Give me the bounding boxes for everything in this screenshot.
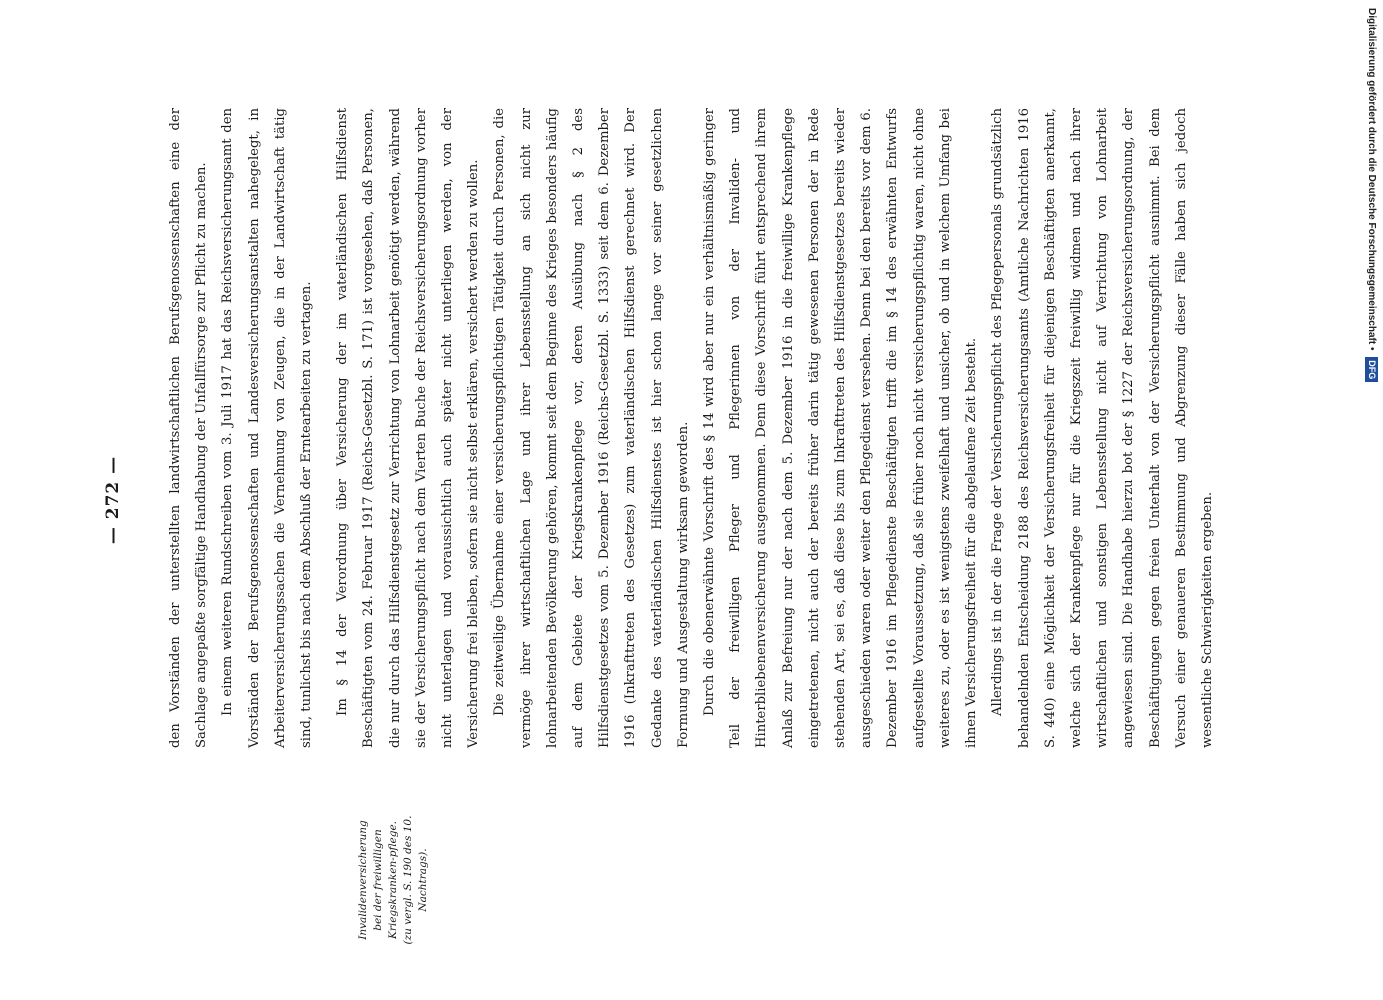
paragraph-6: Allerdings ist in der die Frage der Versicherungspflicht des Pflegepersonals grundsätzlich behandelnden Entscheidung 2188 des Reichsversicherungsamts (Amtliche Nachrichten 1916 S. 440) eine Möglichkeit der Versicherungsfreiheit für diejenigen Beschäftigten anerkannt, welche sich der Krankenpflege nur für die Kriegszeit freiwillig widmen und nach ihrer wirtschaftlichen und sonstigen Lebensstellung nicht auf Verrichtung von Lohnarbeit angewiesen sind. Die Handhabe hierzu bot der § 1227 der Reichsversicherungsordnung, der Beschäftigungen gegen freien Unterhalt von der Versicherungspflicht ausnimmt. Bei dem Versuch einer genaueren Bestimmung und Abgrenzung dieser Fälle haben sich jedoch wesentliche Schwierigkeiten ergeben. (990, 108, 1215, 748)
paragraph-1: den Vorständen der unterstellten landwirtschaftlichen Berufsgenossenschaften eine der Sachlage angepaßte sorgfältige Handhabung der Unfallfürsorge zur Pflicht zu machen. (168, 108, 210, 748)
body-text (163, 108, 1221, 748)
margin-note-title: Invalidenversicherung bei der freiwilligen Kriegskranken-pflege. (357, 820, 399, 940)
digitization-credit (1364, 8, 1378, 998)
dfg-logo: DFG (1365, 357, 1378, 382)
page-number: — 272 — (103, 455, 123, 545)
paragraph-5: Durch die obenerwähnte Vorschrift des § 14 wird aber nur ein verhältnismäßig geringer Teil der freiwilligen Pfleger und Pflegerinnen von der Invaliden- und Hinterbliebenenversicherung ausgenommen. Denn diese Vorschrift führt entsprechend ihrem Anlaß zur Befreiung nur der nach dem 5. Dezember 1916 in die freiwillige Krankenpflege eingetretenen, nicht auch der bereits früher darin tätig gewesenen Personen der in Rede stehenden Art, sei es, daß diese bis zum Inkrafttreten des Hilfsdienstgesetzes bereits wieder ausgeschieden waren oder weiter den Pflegedienst versehen. Denn bei den bereits vor dem 6. Dezember 1916 im Pflegedienste Beschäftigten trifft die im § 14 des erwähnten Entwurfs aufgestellte Voraussetzung, daß sie früher noch nicht versicherungspflichtig waren, nicht ohne weiteres zu, oder es ist wenigstens zweifelhaft und unsicher, ob und in welchem Umfang bei ihnen Versicherungsfreiheit für die abgelaufene Zeit besteht. (702, 108, 980, 748)
paragraph-4: Die zeitweilige Übernahme einer versicherungspflichtigen Tätigkeit durch Personen, die vermöge ihrer wirtschaftlichen Lage und ihrer Lebensstellung an sich nicht zur lohnarbeitenden Bevölkerung gehören, kommt seit dem Beginne des Krieges besonders häufig auf dem Gebiete der Kriegskrankenpflege vor, deren Ausübung nach § 2 des Hilfsdienstgesetzes vom 5. Dezember 1916 (Reichs-Gesetzbl. S. 1333) seit dem 6. Dezember 1916 (Inkrafttreten des Gesetzes) zum vaterländischen Hilfsdienst gerechnet wird. Der Gedanke des vaterländischen Hilfsdienstes ist hier schon lange vor seiner gesetzlichen Formung und Ausgestaltung wirksam geworden. (492, 108, 691, 748)
paragraph-2: In einem weiteren Rundschreiben vom 3. Juli 1917 hat das Reichsversicherungsamt den Vorständen der Berufsgenossenschaften und Landesversicherungsanstalten nahegelegt, in Arbeiterversicherungssachen die Vernehmung von Zeugen, die in der Landwirtschaft tätig sind, tunlichst bis nach dem Abschluß der Erntearbeiten zu vertagen. (220, 108, 315, 748)
margin-note-reference: (zu vergl. S. 190 des 10. Nachtrags). (402, 815, 429, 945)
paragraph-3: Im § 14 der Verordnung über Versicherung der im vaterländischen Hilfsdienst Beschäftigten vom 24. Februar 1917 (Reichs-Gesetzbl. S. 171) ist vorgesehen, daß Personen, die nur durch das Hilfsdienstgesetz zur Verrichtung von Lohnarbeit genötigt werden, während sie der Versicherungspflicht nach dem Vierten Buche der Reichsversicherungsordnung vorher nicht unterlagen und voraussichtlich auch später nicht unterliegen werden, von der Versicherung frei bleiben, sofern sie nicht selbst erklären, versichert werden zu wollen. (335, 108, 482, 748)
credit-text: Digitalisierung gefördert durch die Deutsche Forschungsgemeinschaft • (1365, 8, 1377, 351)
margin-note (356, 815, 431, 945)
